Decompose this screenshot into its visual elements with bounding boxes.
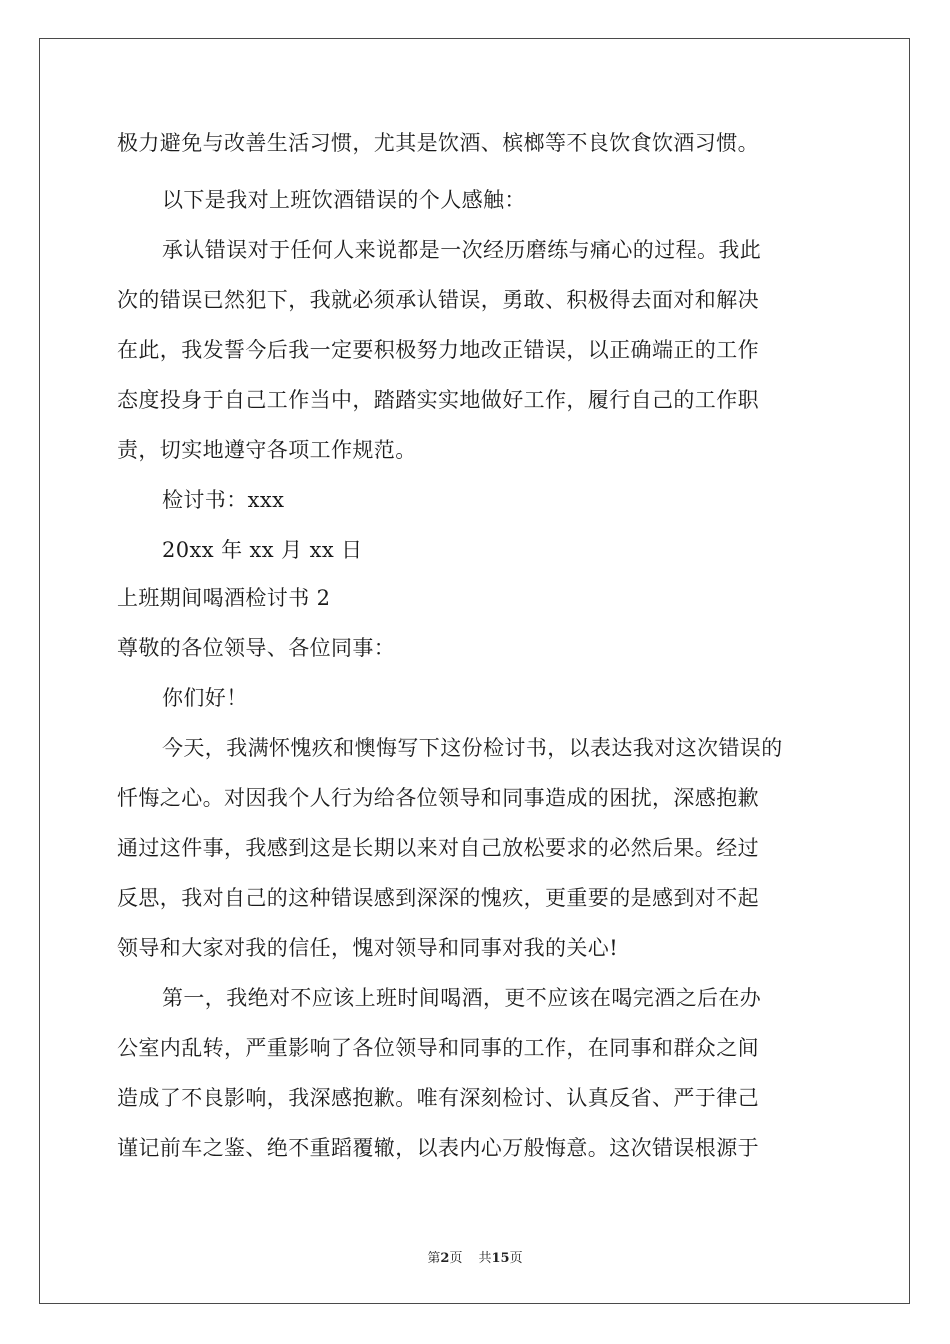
salutation: 尊敬的各位领导、各位同事： [117,636,396,660]
page-prefix: 第 [427,1251,441,1266]
page-footer [0,1247,950,1266]
page-border [39,38,910,1304]
text-line: 第一，我绝对不应该上班时间喝酒，更不应该在喝完酒之后在办 [162,986,762,1010]
text-line: 责，切实地遵守各项工作规范。 [117,438,417,462]
text-line: 谨记前车之鉴、绝不重蹈覆辙，以表内心万般悔意。这次错误根源于 [117,1136,759,1160]
text-line: 通过这件事，我感到这是长期以来对自己放松要求的必然后果。经过 [117,836,759,860]
text-line: 承认错误对于任何人来说都是一次经历磨练与痛心的过程。我此 [162,238,762,262]
text-line: 以下是我对上班饮酒错误的个人感触： [162,188,526,212]
total-pages: 15 [491,1251,510,1266]
greeting: 你们好！ [162,686,248,710]
page-number: 2 [440,1251,450,1266]
text-line: 次的错误已然犯下，我就必须承认错误，勇敢、积极得去面对和解决 [117,288,759,312]
date-line: 20xx 年 xx 月 xx 日 [162,538,363,562]
text-line: 态度投身于自己工作当中，踏踏实实地做好工作，履行自己的工作职 [117,388,759,412]
section-title: 上班期间喝酒检讨书 2 [117,586,331,610]
text-line: 今天，我满怀愧疚和懊悔写下这份检讨书，以表达我对这次错误的 [162,736,783,760]
text-line: 忏悔之心。对因我个人行为给各位领导和同事造成的困扰，深感抱歉 [117,786,759,810]
text-line: 极力避免与改善生活习惯，尤其是饮酒、槟榔等不良饮食饮酒习惯。 [117,131,759,155]
signature-line: 检讨书：xxx [162,488,285,512]
text-line: 反思，我对自己的这种错误感到深深的愧疚，更重要的是感到对不起 [117,886,759,910]
text-line: 公室内乱转，严重影响了各位领导和同事的工作，在同事和群众之间 [117,1036,759,1060]
total-prefix: 共 [478,1251,492,1266]
text-line: 造成了不良影响，我深感抱歉。唯有深刻检讨、认真反省、严于律己 [117,1086,759,1110]
page-suffix: 页 [449,1251,463,1266]
total-suffix: 页 [509,1251,523,1266]
text-line: 在此，我发誓今后我一定要积极努力地改正错误，以正确端正的工作 [117,338,759,362]
text-line: 领导和大家对我的信任，愧对领导和同事对我的关心! [117,936,619,960]
